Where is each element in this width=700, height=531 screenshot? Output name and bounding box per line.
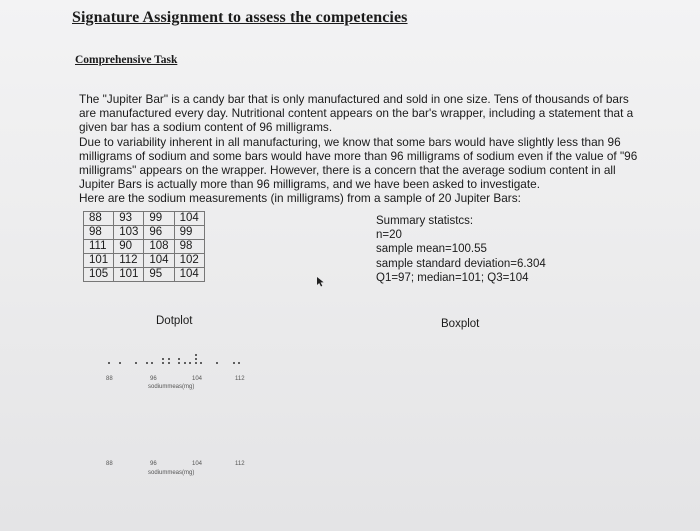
- dot-point: [135, 362, 137, 364]
- dot-point: [162, 358, 164, 360]
- dot-point: [162, 362, 164, 364]
- table-cell: 102: [174, 254, 204, 268]
- table-cell: 99: [144, 212, 174, 226]
- dot-point: [184, 362, 186, 364]
- table-row: [84, 268, 205, 282]
- tick-label: 96: [150, 461, 157, 467]
- table-row: [84, 240, 205, 254]
- dot-point: [200, 362, 202, 364]
- dot-point: [168, 358, 170, 360]
- page-title: Signature Assignment to assess the competencies: [72, 9, 408, 26]
- table-row: [84, 212, 205, 226]
- table-cell: 96: [144, 226, 174, 240]
- dot-point: [151, 362, 153, 364]
- dot-point: [178, 358, 180, 360]
- table-cell: 98: [174, 240, 204, 254]
- cursor-arrow-icon: [316, 276, 325, 290]
- paragraph-intro: The "Jupiter Bar" is a candy bar that is only manufactured and sold in one size. Tens of thousands of bars are manufactured every day. Nutritional content appears on the bar's wrapper, including a statement that a given bar has a sodium content of 96 milligrams.: [79, 92, 634, 135]
- table-cell: 95: [144, 268, 174, 282]
- sodium-data-table: [83, 211, 205, 282]
- table-cell: 88: [84, 212, 114, 226]
- dot-point: [216, 362, 218, 364]
- tick-label: 104: [192, 461, 203, 467]
- dot-point: [178, 362, 180, 364]
- table-cell: 98: [84, 226, 114, 240]
- paragraph-variability: Due to variability inherent in all manufacturing, we know that some bars would have slightly less than 96 milligrams of sodium and some bars would have more than 96 milligrams of sodium even if the value of "96 milligrams" appears on the wrapper. However, there is a concern that the average sodium content in all Jupiter Bars is actually more than 96 milligrams, and we have been asked to investigate.: [79, 134, 638, 192]
- boxplot-axis-label: sodiummeas(mg): [148, 470, 195, 476]
- dot-point: [195, 358, 197, 360]
- table-cell: 104: [144, 254, 174, 268]
- dot-point: [146, 362, 148, 364]
- tick-label: 112: [235, 461, 245, 467]
- dot-point: [189, 362, 191, 364]
- table-cell: 104: [174, 212, 204, 226]
- table-row: [84, 226, 205, 240]
- dot-point: [108, 362, 110, 364]
- table-cell: 108: [144, 240, 174, 254]
- dot-point: [119, 362, 121, 364]
- table-cell: 101: [114, 268, 144, 282]
- table-cell: 104: [174, 268, 204, 282]
- tick-label: 112: [235, 376, 245, 382]
- tick-label: 96: [150, 376, 157, 382]
- summary-sd: sample standard deviation=6.304: [376, 257, 546, 270]
- section-subtitle: Comprehensive Task: [75, 54, 178, 66]
- table-cell: 93: [114, 212, 144, 226]
- dot-point: [233, 362, 235, 364]
- paragraph-sample: Here are the sodium measurements (in milligrams) from a sample of 20 Jupiter Bars:: [79, 191, 521, 206]
- summary-mean: sample mean=100.55: [376, 243, 487, 256]
- table-cell: 103: [114, 226, 144, 240]
- tick-label: 104: [192, 376, 203, 382]
- table-cell: 101: [84, 254, 114, 268]
- table-cell: 112: [114, 254, 144, 268]
- boxplot-title: Boxplot: [441, 318, 480, 330]
- summary-heading: Summary statistcs:: [376, 215, 474, 227]
- table-cell: 99: [174, 226, 204, 240]
- dot-point: [238, 362, 240, 364]
- dotplot-axis-label: sodiummeas(mg): [148, 384, 195, 390]
- tick-label: 88: [106, 376, 113, 382]
- table-cell: 111: [84, 240, 114, 254]
- table-cell: 90: [114, 240, 144, 254]
- tick-label: 88: [106, 461, 113, 467]
- summary-quartiles: Q1=97; median=101; Q3=104: [376, 271, 529, 284]
- task-description: [79, 92, 649, 206]
- summary-statistics: [376, 214, 546, 285]
- dot-point: [168, 362, 170, 364]
- dotplot-title: Dotplot: [156, 315, 193, 327]
- dot-point: [195, 354, 197, 356]
- summary-n: n=20: [376, 229, 402, 242]
- dot-point: [195, 362, 197, 364]
- table-row: [84, 254, 205, 268]
- table-cell: 105: [84, 268, 114, 282]
